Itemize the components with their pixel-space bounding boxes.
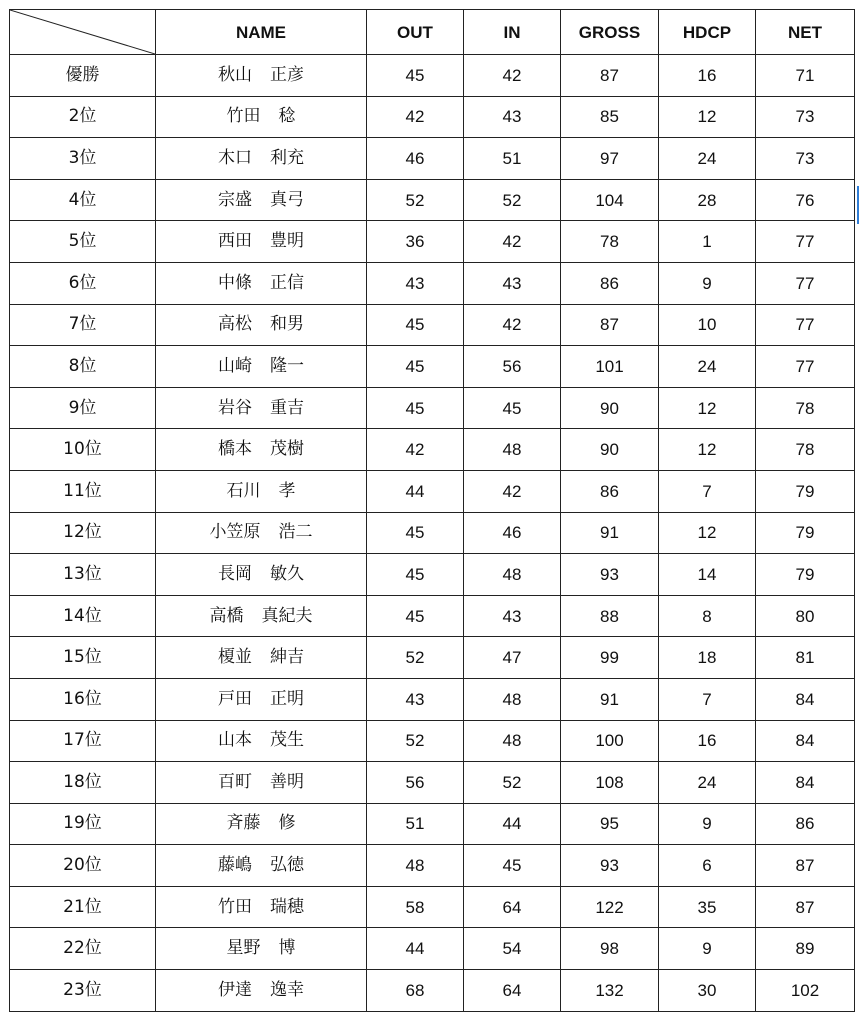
- net-cell: 84: [756, 762, 855, 804]
- rank-cell: 8位: [10, 346, 156, 388]
- net-cell: 77: [756, 221, 855, 263]
- out-cell: 45: [367, 554, 464, 596]
- given-name: 隆一: [270, 355, 304, 376]
- out-cell: 52: [367, 637, 464, 679]
- table-row: [10, 221, 855, 263]
- table-row: [10, 179, 855, 221]
- gross-cell: 87: [561, 55, 659, 97]
- hdcp-cell: 24: [659, 762, 756, 804]
- rank-cell: 14位: [10, 595, 156, 637]
- table-row: [10, 845, 855, 887]
- family-name: 中條: [218, 272, 252, 293]
- out-cell: 43: [367, 678, 464, 720]
- rank-cell: 3位: [10, 138, 156, 180]
- out-cell: 42: [367, 96, 464, 138]
- name-cell: [156, 720, 367, 762]
- net-cell: 81: [756, 637, 855, 679]
- name-cell: [156, 138, 367, 180]
- rank-cell: 18位: [10, 762, 156, 804]
- family-name: 長岡: [218, 563, 252, 584]
- net-cell: 84: [756, 678, 855, 720]
- family-name: 榎並: [218, 647, 252, 668]
- family-name: 石川: [226, 480, 261, 501]
- out-cell: 58: [367, 886, 464, 928]
- diagonal-line-icon: [10, 10, 155, 54]
- in-cell: 42: [464, 304, 561, 346]
- table-row: [10, 387, 855, 429]
- out-cell: 43: [367, 262, 464, 304]
- in-cell: 45: [464, 845, 561, 887]
- gross-cell: 100: [561, 720, 659, 762]
- in-cell: 42: [464, 470, 561, 512]
- hdcp-cell: 12: [659, 96, 756, 138]
- net-cell: 77: [756, 304, 855, 346]
- net-cell: 79: [756, 512, 855, 554]
- family-name: 西田: [218, 231, 252, 252]
- gross-cell: 85: [561, 96, 659, 138]
- given-name: 真紀夫: [261, 605, 313, 626]
- net-cell: 78: [756, 387, 855, 429]
- table-row: [10, 637, 855, 679]
- hdcp-cell: 12: [659, 512, 756, 554]
- in-cell: 48: [464, 554, 561, 596]
- gross-cell: 78: [561, 221, 659, 263]
- table-row: [10, 803, 855, 845]
- net-cell: 77: [756, 346, 855, 388]
- in-cell: 43: [464, 262, 561, 304]
- gross-cell: 91: [561, 512, 659, 554]
- rank-cell: 16位: [10, 678, 156, 720]
- header-name: NAME: [156, 10, 367, 55]
- gross-cell: 132: [561, 970, 659, 1012]
- hdcp-cell: 18: [659, 637, 756, 679]
- results-table: [9, 9, 855, 1012]
- table-row: [10, 346, 855, 388]
- given-name: 正明: [270, 688, 304, 709]
- out-cell: 45: [367, 55, 464, 97]
- table-row: [10, 304, 855, 346]
- name-cell: [156, 637, 367, 679]
- net-cell: 73: [756, 138, 855, 180]
- gross-cell: 90: [561, 429, 659, 471]
- out-cell: 68: [367, 970, 464, 1012]
- gross-cell: 86: [561, 262, 659, 304]
- header-net: NET: [756, 10, 855, 55]
- given-name: 博: [278, 938, 296, 959]
- family-name: 宗盛: [218, 189, 252, 210]
- given-name: 善明: [270, 771, 304, 792]
- rank-cell: 23位: [10, 970, 156, 1012]
- family-name: 斉藤: [226, 813, 261, 834]
- in-cell: 43: [464, 595, 561, 637]
- given-name: 和男: [270, 314, 304, 335]
- name-cell: [156, 179, 367, 221]
- in-cell: 54: [464, 928, 561, 970]
- name-cell: [156, 55, 367, 97]
- table-row: [10, 886, 855, 928]
- in-cell: 64: [464, 970, 561, 1012]
- given-name: 孝: [278, 480, 296, 501]
- given-name: 真弓: [270, 189, 304, 210]
- gross-cell: 93: [561, 554, 659, 596]
- hdcp-cell: 6: [659, 845, 756, 887]
- gross-cell: 86: [561, 470, 659, 512]
- hdcp-cell: 8: [659, 595, 756, 637]
- hdcp-cell: 12: [659, 429, 756, 471]
- rank-cell: 17位: [10, 720, 156, 762]
- given-name: 豊明: [270, 231, 304, 252]
- family-name: 山本: [218, 730, 252, 751]
- out-cell: 52: [367, 720, 464, 762]
- net-cell: 76: [756, 179, 855, 221]
- in-cell: 42: [464, 55, 561, 97]
- net-cell: 73: [756, 96, 855, 138]
- name-cell: [156, 762, 367, 804]
- family-name: 高松: [218, 314, 252, 335]
- net-cell: 87: [756, 845, 855, 887]
- hdcp-cell: 12: [659, 387, 756, 429]
- table-row: [10, 554, 855, 596]
- name-cell: [156, 304, 367, 346]
- family-name: 高橋: [209, 605, 244, 626]
- in-cell: 45: [464, 387, 561, 429]
- table-row: [10, 970, 855, 1012]
- rank-cell: 9位: [10, 387, 156, 429]
- results-body: [10, 55, 855, 1012]
- hdcp-cell: 10: [659, 304, 756, 346]
- table-row: [10, 720, 855, 762]
- name-cell: [156, 678, 367, 720]
- in-cell: 52: [464, 762, 561, 804]
- family-name: 藤嶋: [218, 855, 252, 876]
- gross-cell: 99: [561, 637, 659, 679]
- gross-cell: 98: [561, 928, 659, 970]
- gross-cell: 91: [561, 678, 659, 720]
- in-cell: 52: [464, 179, 561, 221]
- net-cell: 89: [756, 928, 855, 970]
- out-cell: 45: [367, 387, 464, 429]
- family-name: 小笠原: [209, 522, 261, 543]
- table-row: [10, 55, 855, 97]
- given-name: 逸幸: [270, 979, 304, 1000]
- gross-cell: 108: [561, 762, 659, 804]
- in-cell: 44: [464, 803, 561, 845]
- table-row: [10, 928, 855, 970]
- table-row: [10, 262, 855, 304]
- table-row: [10, 138, 855, 180]
- name-cell: [156, 886, 367, 928]
- out-cell: 45: [367, 512, 464, 554]
- rank-cell: 11位: [10, 470, 156, 512]
- in-cell: 51: [464, 138, 561, 180]
- hdcp-cell: 24: [659, 138, 756, 180]
- text-cursor-marker: [857, 186, 862, 224]
- name-cell: [156, 845, 367, 887]
- hdcp-cell: 7: [659, 678, 756, 720]
- net-cell: 77: [756, 262, 855, 304]
- out-cell: 44: [367, 928, 464, 970]
- out-cell: 42: [367, 429, 464, 471]
- name-cell: [156, 470, 367, 512]
- header-hdcp: HDCP: [659, 10, 756, 55]
- given-name: 正彦: [270, 64, 304, 85]
- net-cell: 84: [756, 720, 855, 762]
- rank-cell: 19位: [10, 803, 156, 845]
- hdcp-cell: 30: [659, 970, 756, 1012]
- out-cell: 45: [367, 304, 464, 346]
- header-gross: GROSS: [561, 10, 659, 55]
- net-cell: 71: [756, 55, 855, 97]
- header-out: OUT: [367, 10, 464, 55]
- net-cell: 86: [756, 803, 855, 845]
- given-name: 茂樹: [270, 439, 304, 460]
- net-cell: 79: [756, 554, 855, 596]
- net-cell: 79: [756, 470, 855, 512]
- hdcp-cell: 1: [659, 221, 756, 263]
- out-cell: 56: [367, 762, 464, 804]
- hdcp-cell: 7: [659, 470, 756, 512]
- in-cell: 56: [464, 346, 561, 388]
- out-cell: 52: [367, 179, 464, 221]
- gross-cell: 90: [561, 387, 659, 429]
- given-name: 修: [278, 813, 296, 834]
- given-name: 重吉: [270, 397, 304, 418]
- gross-cell: 104: [561, 179, 659, 221]
- in-cell: 47: [464, 637, 561, 679]
- family-name: 戸田: [218, 688, 252, 709]
- given-name: 利充: [270, 147, 304, 168]
- gross-cell: 95: [561, 803, 659, 845]
- name-cell: [156, 554, 367, 596]
- hdcp-cell: 24: [659, 346, 756, 388]
- header-in: IN: [464, 10, 561, 55]
- rank-cell: 15位: [10, 637, 156, 679]
- table-row: [10, 762, 855, 804]
- given-name: 紳吉: [270, 647, 304, 668]
- given-name: 瑞穂: [270, 896, 304, 917]
- rank-cell: 12位: [10, 512, 156, 554]
- hdcp-cell: 35: [659, 886, 756, 928]
- family-name: 伊達: [218, 979, 252, 1000]
- family-name: 山崎: [218, 355, 252, 376]
- in-cell: 48: [464, 678, 561, 720]
- rank-cell: 10位: [10, 429, 156, 471]
- rank-cell: 22位: [10, 928, 156, 970]
- family-name: 百町: [218, 771, 252, 792]
- hdcp-cell: 28: [659, 179, 756, 221]
- rank-cell: 20位: [10, 845, 156, 887]
- table-row: [10, 429, 855, 471]
- out-cell: 45: [367, 595, 464, 637]
- out-cell: 44: [367, 470, 464, 512]
- name-cell: [156, 96, 367, 138]
- rank-cell: 4位: [10, 179, 156, 221]
- name-cell: [156, 262, 367, 304]
- table-row: [10, 595, 855, 637]
- given-name: 茂生: [270, 730, 304, 751]
- out-cell: 45: [367, 346, 464, 388]
- net-cell: 102: [756, 970, 855, 1012]
- given-name: 敏久: [270, 563, 304, 584]
- name-cell: [156, 970, 367, 1012]
- name-cell: [156, 429, 367, 471]
- net-cell: 78: [756, 429, 855, 471]
- name-cell: [156, 346, 367, 388]
- rank-cell: 13位: [10, 554, 156, 596]
- out-cell: 51: [367, 803, 464, 845]
- gross-cell: 87: [561, 304, 659, 346]
- name-cell: [156, 928, 367, 970]
- hdcp-cell: 9: [659, 803, 756, 845]
- rank-cell: 7位: [10, 304, 156, 346]
- rank-cell: 21位: [10, 886, 156, 928]
- hdcp-cell: 9: [659, 928, 756, 970]
- family-name: 竹田: [226, 106, 261, 127]
- rank-cell: 優勝: [10, 55, 156, 97]
- in-cell: 48: [464, 720, 561, 762]
- table-row: [10, 678, 855, 720]
- family-name: 星野: [226, 938, 261, 959]
- name-cell: [156, 221, 367, 263]
- out-cell: 48: [367, 845, 464, 887]
- in-cell: 64: [464, 886, 561, 928]
- out-cell: 46: [367, 138, 464, 180]
- family-name: 秋山: [218, 64, 252, 85]
- hdcp-cell: 9: [659, 262, 756, 304]
- header-row: [10, 10, 855, 55]
- gross-cell: 88: [561, 595, 659, 637]
- in-cell: 46: [464, 512, 561, 554]
- family-name: 岩谷: [218, 397, 252, 418]
- corner-diagonal-cell: [10, 10, 156, 55]
- family-name: 竹田: [218, 896, 252, 917]
- name-cell: [156, 595, 367, 637]
- rank-cell: 5位: [10, 221, 156, 263]
- rank-cell: 6位: [10, 262, 156, 304]
- in-cell: 48: [464, 429, 561, 471]
- given-name: 弘徳: [270, 855, 304, 876]
- given-name: 正信: [270, 272, 304, 293]
- gross-cell: 93: [561, 845, 659, 887]
- gross-cell: 122: [561, 886, 659, 928]
- name-cell: [156, 803, 367, 845]
- net-cell: 87: [756, 886, 855, 928]
- hdcp-cell: 16: [659, 720, 756, 762]
- name-cell: [156, 387, 367, 429]
- table-row: [10, 512, 855, 554]
- hdcp-cell: 16: [659, 55, 756, 97]
- table-row: [10, 470, 855, 512]
- net-cell: 80: [756, 595, 855, 637]
- in-cell: 42: [464, 221, 561, 263]
- family-name: 橋本: [218, 439, 252, 460]
- gross-cell: 101: [561, 346, 659, 388]
- given-name: 浩二: [278, 522, 313, 543]
- hdcp-cell: 14: [659, 554, 756, 596]
- family-name: 木口: [218, 147, 252, 168]
- given-name: 稔: [278, 106, 296, 127]
- rank-cell: 2位: [10, 96, 156, 138]
- name-cell: [156, 512, 367, 554]
- table-row: [10, 96, 855, 138]
- gross-cell: 97: [561, 138, 659, 180]
- in-cell: 43: [464, 96, 561, 138]
- out-cell: 36: [367, 221, 464, 263]
